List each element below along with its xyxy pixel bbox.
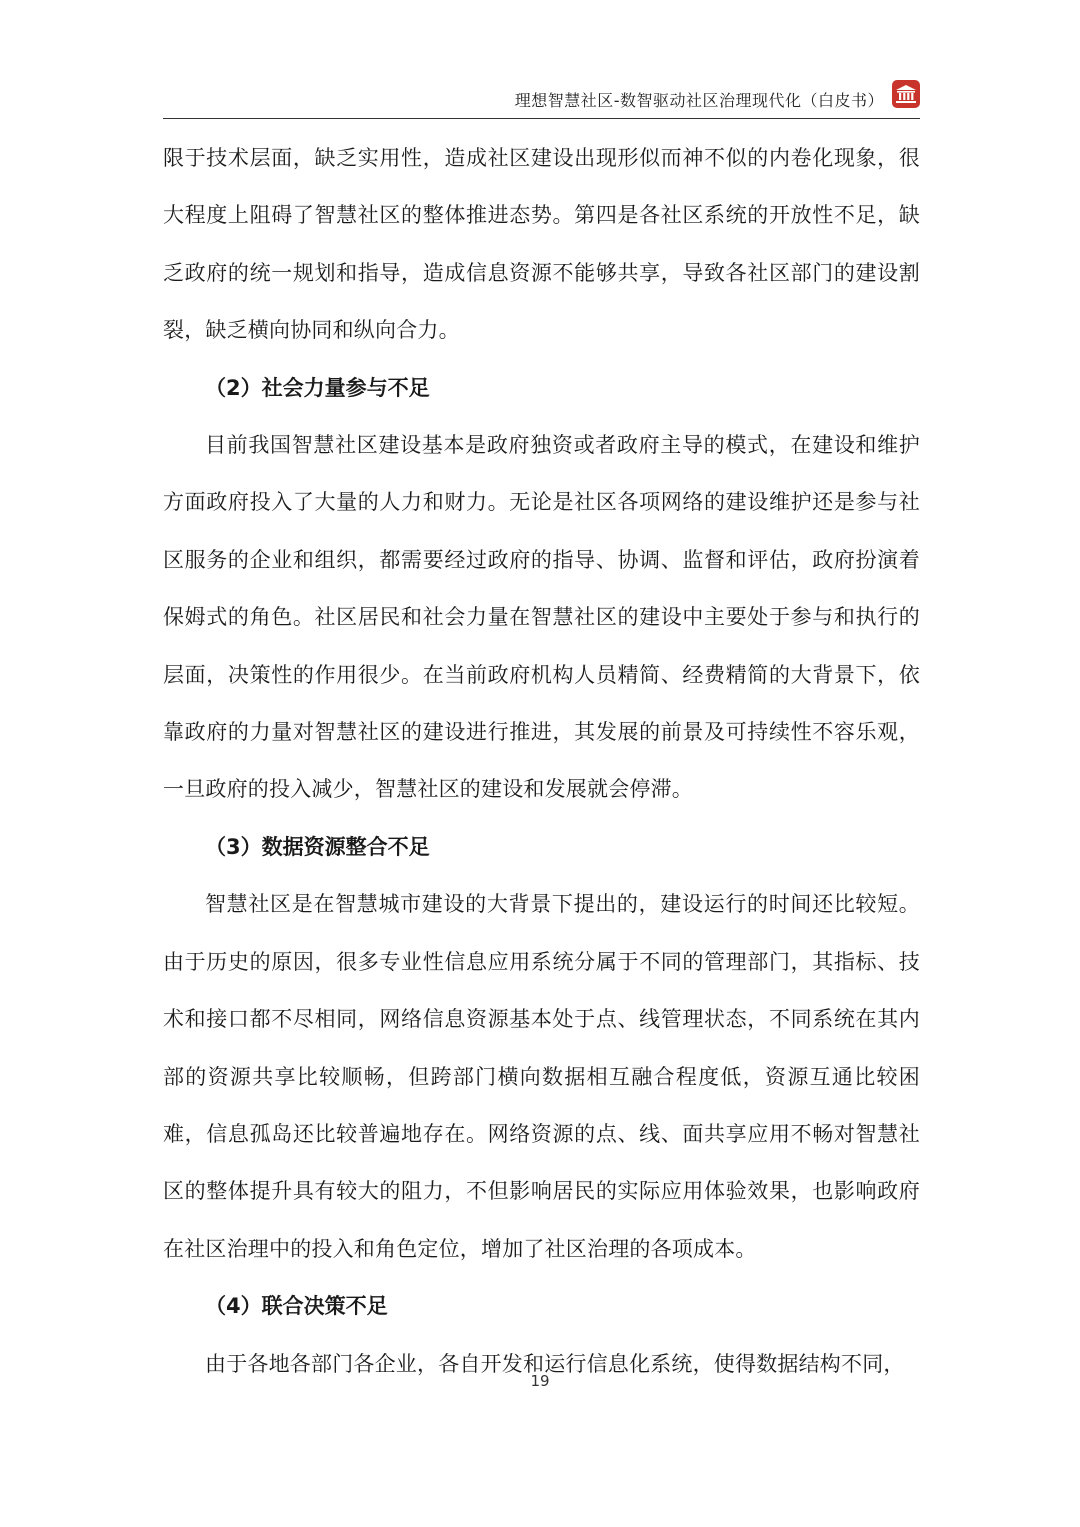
- running-header: [163, 78, 920, 119]
- paragraph-joint-decision: 由于各地各部门各企业，各自开发和运行信息化系统，使得数据结构不同，: [205, 1351, 905, 1376]
- body-text: [163, 130, 920, 1393]
- section-heading-3: （3）数据资源整合不足: [205, 834, 430, 859]
- paragraph-continuation: 限于技术层面，缺乏实用性，造成社区建设出现形似而神不似的内卷化现象，很大程度上阻碍了智慧社区的整体推进态势。第四是各社区系统的开放性不足，缺乏政府的统一规划和指导，造成信息资源不能够共享，导致各社区部门的建设割裂，缺乏横向协同和纵向合力。: [163, 146, 920, 343]
- section-heading-2: （2）社会力量参与不足: [205, 375, 430, 400]
- section-heading-4: （4）联合决策不足: [205, 1294, 388, 1319]
- paragraph-data-integration: 智慧社区是在智慧城市建设的大背景下提出的，建设运行的时间还比较短。由于历史的原因，很多专业性信息应用系统分属于不同的管理部门，其指标、技术和接口都不尽相同，网络信息资源基本处于点、线管理状态，不同系统在其内部的资源共享比较顺畅，但跨部门横向数据相互融合程度低，资源互通比较困难，信息孤岛还比较普遍地存在。网络资源的点、线、面共享应用不畅对智慧社区的整体提升具有较大的阻力，不但影响居民的实际应用体验效果，也影响政府在社区治理中的投入和角色定位，增加了社区治理的各项成本。: [163, 892, 920, 1261]
- paragraph-social-forces: 目前我国智慧社区建设基本是政府独资或者政府主导的模式，在建设和维护方面政府投入了大量的人力和财力。无论是社区各项网络的建设维护还是参与社区服务的企业和组织，都需要经过政府的指导、协调、监督和评估，政府扮演着保姆式的角色。社区居民和社会力量在智慧社区的建设中主要处于参与和执行的层面，决策性的作用很少。在当前政府机构人员精简、经费精简的大背景下，依靠政府的力量对智慧社区的建设进行推进，其发展的前景及可持续性不容乐观，一旦政府的投入减少，智慧社区的建设和发展就会停滞。: [163, 433, 920, 802]
- page-number: 19: [530, 1372, 550, 1390]
- header-title: 理想智慧社区-数智驱动社区治理现代化（白皮书）: [514, 91, 884, 110]
- publisher-logo-icon: [892, 80, 920, 108]
